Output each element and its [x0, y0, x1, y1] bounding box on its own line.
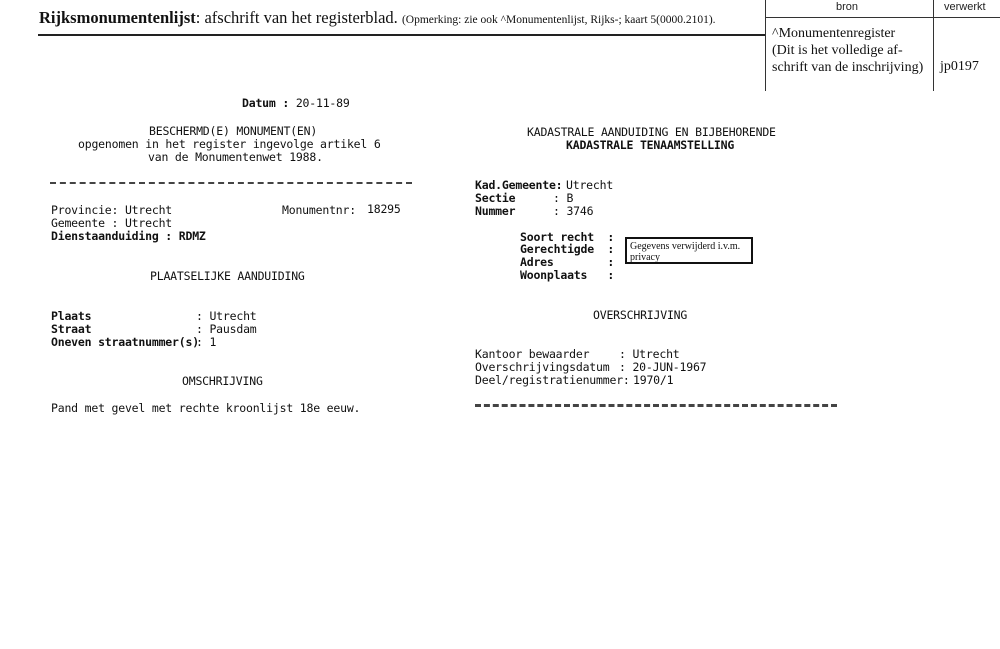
bron-line: schrift van de inschrijving)	[772, 60, 924, 75]
title-strong: Rijksmonumentenlijst	[39, 8, 196, 27]
deel-label: Deel/registratienummer:	[475, 373, 630, 387]
kadastrale-heading-1: KADASTRALE AANDUIDING EN BIJBEHORENDE	[527, 125, 776, 139]
nummer-value: : 3746	[553, 204, 594, 218]
nummer-label: Nummer	[475, 204, 516, 218]
straat-value: : Pausdam	[196, 322, 257, 336]
bron-line: (Dit is het volledige af-	[772, 43, 903, 58]
datum-line	[242, 97, 350, 110]
plaatselijke-heading: PLAATSELIJKE AANDUIDING	[150, 269, 305, 283]
sectie-value: : B	[553, 191, 574, 205]
bron-text	[772, 25, 923, 76]
kantoor-value: : Utrecht	[619, 347, 680, 361]
sectie-label: Sectie	[475, 191, 516, 205]
dienstaanduiding-line: Dienstaanduiding : RDMZ	[51, 229, 206, 243]
kadastrale-heading-2: KADASTRALE TENAAMSTELLING	[566, 138, 735, 152]
soort-recht-label: Soort recht :	[520, 230, 615, 244]
monument-heading-3: van de Monumentenwet 1988.	[148, 150, 323, 164]
overschrijvingsdatum-label: Overschrijvingsdatum	[475, 360, 610, 374]
title-note: (Opmerking: zie ook ^Monumentenlijst, Rijks-; kaart 5(0000.2101).	[401, 14, 716, 26]
monumentnr-value: 18295	[367, 202, 401, 216]
datum-label: Datum :	[242, 96, 290, 110]
gemeente-line: Gemeente : Utrecht	[51, 216, 173, 230]
bron-divider	[765, 0, 766, 91]
kad-gemeente-label: Kad.Gemeente:	[475, 178, 563, 192]
right-dashed-rule	[475, 404, 837, 407]
provincie-line: Provincie: Utrecht	[51, 203, 173, 217]
verwerkt-label: verwerkt	[944, 1, 986, 13]
verwerkt-divider	[933, 0, 934, 91]
gerechtigde-label: Gerechtigde :	[520, 242, 615, 256]
omschrijving-heading: OMSCHRIJVING	[182, 374, 263, 388]
title-rest: : afschrift van het registerblad.	[195, 8, 398, 27]
privacy-notice-box: Gegevens verwijderd i.v.m. privacy	[625, 237, 753, 264]
overschrijving-heading: OVERSCHRIJVING	[593, 308, 688, 322]
deel-value: 1970/1	[633, 373, 674, 387]
left-dashed-rule	[50, 182, 412, 184]
verwerkt-value: jp0197	[940, 59, 979, 74]
plaats-label: Plaats	[51, 309, 92, 323]
datum-value: 20-11-89	[295, 96, 350, 110]
bron-line: ^Monumentenregister	[772, 26, 896, 41]
straat-label: Straat	[51, 322, 92, 336]
oneven-value: : 1	[196, 335, 217, 349]
bron-label: bron	[836, 1, 859, 13]
monumentnr-label: Monumentnr:	[282, 203, 356, 217]
kad-gemeente-value: Utrecht	[566, 178, 614, 192]
plaats-value: : Utrecht	[196, 309, 257, 323]
monument-heading-1: BESCHERMD(E) MONUMENT(EN)	[149, 124, 318, 138]
monument-heading-2: opgenomen in het register ingevolge artikel 6	[78, 137, 381, 151]
woonplaats-label: Woonplaats :	[520, 268, 615, 282]
adres-label: Adres :	[520, 255, 615, 269]
oneven-label: Oneven straatnummer(s)	[51, 335, 199, 349]
kantoor-label: Kantoor bewaarder	[475, 347, 590, 361]
bron-header-rule	[765, 17, 1000, 18]
overschrijvingsdatum-value: : 20-JUN-1967	[619, 360, 707, 374]
omschrijving-text: Pand met gevel met rechte kroonlijst 18e eeuw.	[51, 401, 361, 415]
header-rule	[38, 34, 766, 36]
document-title	[39, 8, 716, 28]
